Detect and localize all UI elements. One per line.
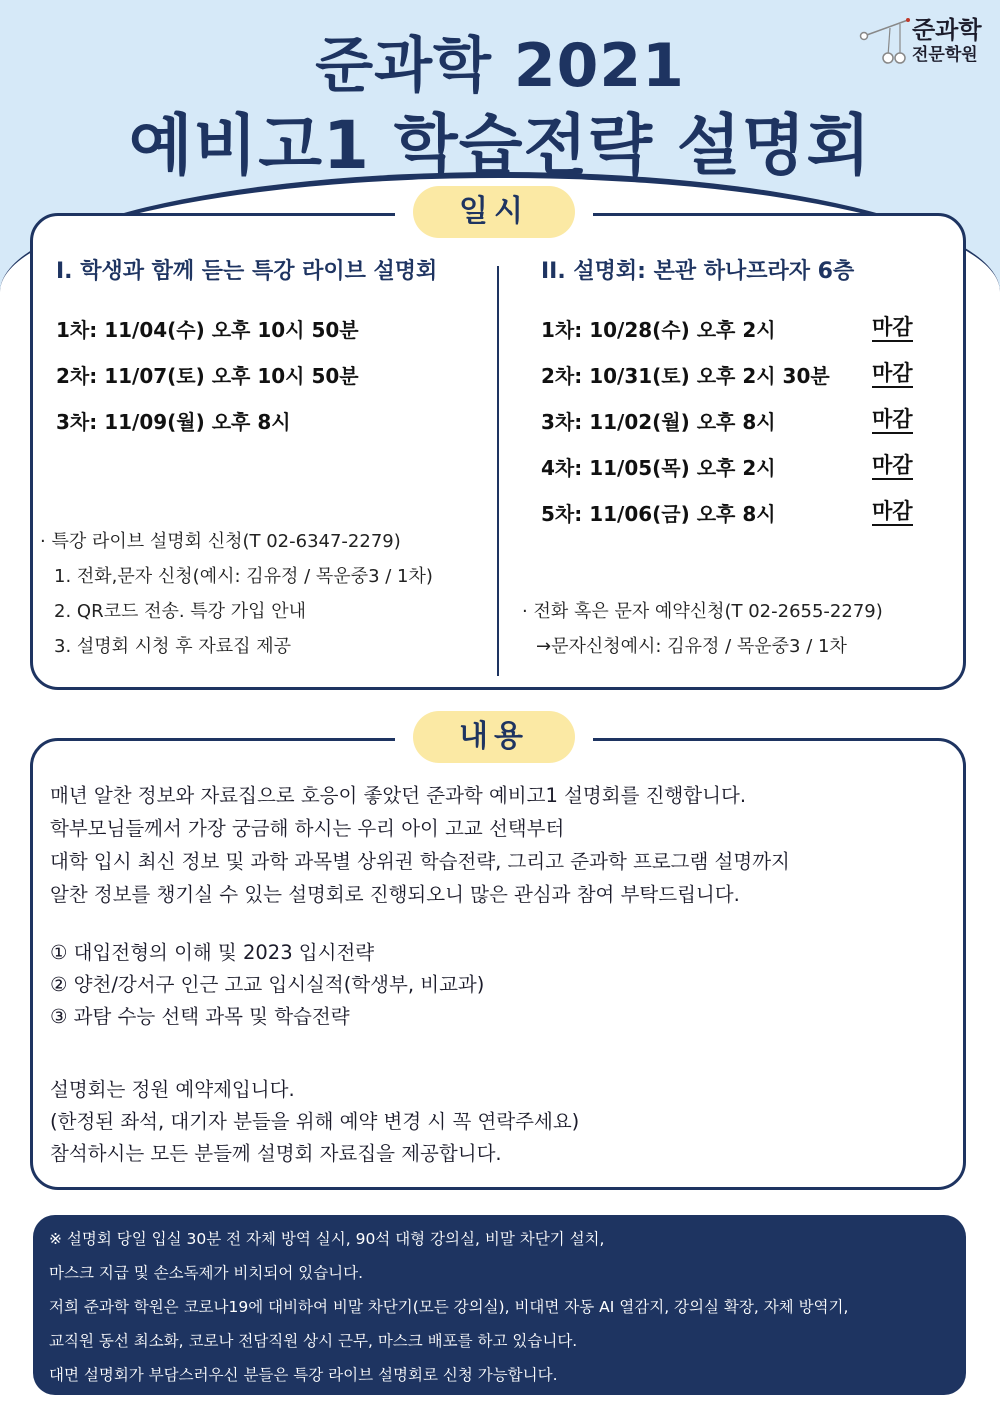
topic-item: ③ 과탐 수능 선택 과목 및 학습전략 [50, 1005, 350, 1028]
schedule-divider [497, 266, 499, 676]
topic-item: ① 대입전형의 이해 및 2023 입시전략 [50, 941, 375, 964]
live-session-note: 3. 설명회 시청 후 자료집 제공 [54, 636, 292, 657]
onsite-session-item: 1차: 10/28(수) 오후 2시 [541, 318, 776, 342]
live-session-heading: I. 학생과 함께 듣는 특강 라이브 설명회 [56, 259, 438, 284]
notice-line: 마스크 지급 및 손소독제가 비치되어 있습니다. [49, 1264, 364, 1282]
live-session-item: 2차: 11/07(토) 오후 10시 50분 [56, 364, 359, 388]
live-session-item: 3차: 11/09(월) 오후 8시 [56, 410, 291, 434]
notice-line: 교직원 동선 최소화, 코로나 전담직원 상시 근무, 마스크 배포를 하고 있습니다. [49, 1332, 578, 1350]
closed-badge: 마감 [872, 406, 913, 434]
logo-name-top: 준과학 [912, 16, 982, 44]
onsite-session-heading: II. 설명회: 본관 하나프라자 6층 [541, 259, 855, 284]
onsite-session-item: 3차: 11/02(월) 오후 8시 [541, 410, 776, 434]
onsite-session-item: 5차: 11/06(금) 오후 8시 [541, 502, 776, 526]
page-title-line1: 준과학 2021 [315, 31, 685, 101]
onsite-session-item: 4차: 11/05(목) 오후 2시 [541, 456, 776, 480]
onsite-session-item: 2차: 10/31(토) 오후 2시 30분 [541, 364, 830, 388]
notice-line: 저희 준과학 학원은 코로나19에 대비하여 비말 차단기(모든 강의실), 비대면 자동 AI 열감지, 강의실 확장, 자체 방역기, [49, 1298, 849, 1316]
closing-line: 설명회는 정원 예약제입니다. [50, 1078, 295, 1101]
closed-badge: 마감 [872, 498, 913, 526]
closed-badge: 마감 [872, 314, 913, 342]
page-title-line2: 예비고1 학습전략 설명회 [128, 107, 872, 184]
logo-name-bottom: 전문학원 [912, 45, 978, 65]
pendulum-logo-icon [858, 10, 914, 70]
intro-line: 매년 알찬 정보와 자료집으로 호응이 좋았던 준과학 예비고1 설명회를 진행합니다. [50, 784, 747, 807]
live-session-item: 1차: 11/04(수) 오후 10시 50분 [56, 318, 359, 342]
notice-line: ※ 설명회 당일 입실 30분 전 자체 방역 실시, 90석 대형 강의실, 비말 차단기 설치, [49, 1230, 605, 1248]
live-session-note: 1. 전화,문자 신청(예시: 김유정 / 목운중3 / 1차) [54, 566, 433, 587]
safety-notice-box [33, 1215, 966, 1395]
closing-line: (한정된 좌석, 대기자 분들을 위해 예약 변경 시 꼭 연락주세요) [50, 1110, 580, 1133]
onsite-session-note: →문자신청예시: 김유정 / 목운중3 / 1차 [536, 636, 847, 657]
intro-line: 알찬 정보를 챙기실 수 있는 설명회로 진행되오니 많은 관심과 참여 부탁드립니다. [50, 883, 740, 906]
closed-badge: 마감 [872, 452, 913, 480]
topic-item: ② 양천/강서구 인근 고교 입시실적(학생부, 비교과) [50, 973, 485, 996]
intro-line: 학부모님들께서 가장 궁금해 하시는 우리 아이 고교 선택부터 [50, 817, 565, 840]
live-session-note: 2. QR코드 전송. 특강 가입 안내 [54, 601, 307, 622]
live-session-note: · 특강 라이브 설명회 신청(T 02-6347-2279) [40, 531, 401, 552]
notice-line: 대면 설명회가 부담스러우신 분들은 특강 라이브 설명회로 신청 가능합니다. [49, 1366, 558, 1384]
closed-badge: 마감 [872, 360, 913, 388]
closing-line: 참석하시는 모든 분들께 설명회 자료집을 제공합니다. [50, 1142, 502, 1165]
intro-line: 대학 입시 최신 정보 및 과학 과목별 상위권 학습전략, 그리고 준과학 프로그램 설명까지 [50, 850, 790, 873]
schedule-label: 일시 [413, 186, 575, 238]
onsite-session-note: · 전화 혹은 문자 예약신청(T 02-2655-2279) [522, 601, 883, 622]
content-label: 내용 [413, 711, 575, 763]
academy-logo [858, 10, 988, 70]
